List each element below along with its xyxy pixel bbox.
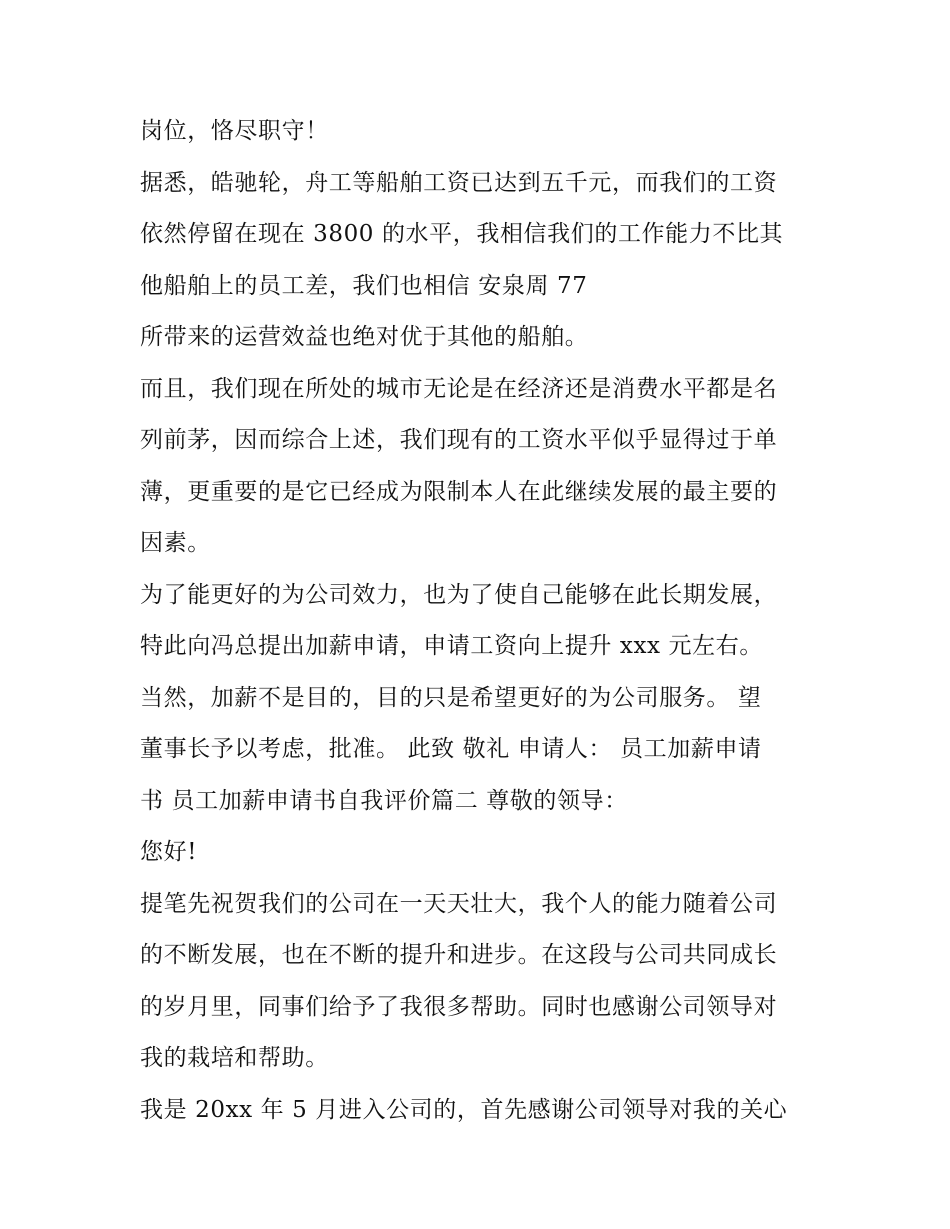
text-line: 董事长予以考虑，批准。 此致 敬礼 申请人： 员工加薪申请 xyxy=(140,736,762,762)
text-line: 的不断发展，也在不断的提升和进步。在这段与公司共同成长 xyxy=(140,942,778,968)
text-line: 因素。 xyxy=(140,530,211,556)
text-line: 为了能更好的为公司效力，也为了使自己能够在此长期发展， xyxy=(140,581,778,608)
text-line: 而且，我们现在所处的城市无论是在经济还是消费水平都是名 xyxy=(140,375,778,402)
document-body xyxy=(140,106,830,1136)
text-line: 我是 20xx 年 5 月进入公司的，首先感谢公司领导对我的关心 xyxy=(140,1096,788,1123)
text-line: 提笔先祝贺我们的公司在一天天壮大，我个人的能力随着公司 xyxy=(140,890,778,917)
text-line: 您好! xyxy=(140,839,198,865)
text-line: 据悉，皓驰轮，舟工等船舶工资已达到五千元，而我们的工资 xyxy=(140,169,778,196)
text-line: 依然停留在现在 3800 的水平，我相信我们的工作能力不比其 xyxy=(140,221,784,247)
text-line: 特此向冯总提出加薪申请，申请工资向上提升 xxx 元左右。 xyxy=(140,633,763,659)
text-line: 的岁月里，同事们给予了我很多帮助。同时也感谢公司领导对 xyxy=(140,993,778,1020)
text-line: 岗位，恪尽职守！ xyxy=(140,118,329,144)
text-line: 列前茅，因而综合上述，我们现有的工资水平似乎显得过于单 xyxy=(140,427,778,453)
text-line: 所带来的运营效益也绝对优于其他的船舶。 xyxy=(140,324,589,350)
text-line: 我的栽培和帮助。 xyxy=(140,1045,329,1071)
text-line: 书 员工加薪申请书自我评价篇二 尊敬的领导： xyxy=(140,787,628,814)
text-line: 薄，更重要的是它已经成为限制本人在此继续发展的最主要的 xyxy=(140,478,778,505)
text-line: 当然，加薪不是目的，目的只是希望更好的为公司服务。 望 xyxy=(140,684,762,711)
text-line: 他船舶上的员工差，我们也相信 安泉周 77 xyxy=(140,272,588,299)
